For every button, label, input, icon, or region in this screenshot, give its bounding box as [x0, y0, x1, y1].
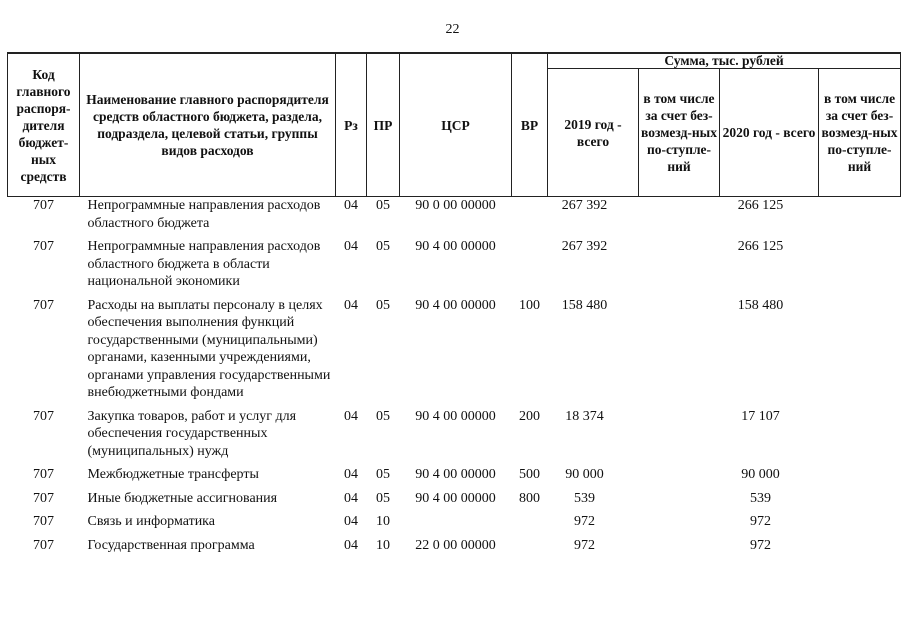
- row-csr: 90 4 00 00000: [415, 467, 496, 482]
- row-code: 707: [33, 467, 54, 482]
- row-2020-total: 972: [750, 537, 771, 553]
- row-code: 707: [33, 490, 54, 506]
- row-pr: 10: [376, 514, 390, 529]
- row-2019-total: 539: [574, 490, 595, 506]
- row-2019-free: [639, 466, 720, 490]
- row-rz: 04: [344, 537, 358, 553]
- row-code: 707: [33, 514, 54, 529]
- row-2019-total: 972: [574, 514, 595, 529]
- row-name: Государственная программа: [87, 537, 255, 553]
- row-name: Межбюджетные трансферты: [87, 467, 259, 482]
- row-code: 707: [33, 408, 54, 424]
- table-row: [8, 197, 901, 239]
- row-2019-free: [639, 490, 720, 514]
- budget-table: [7, 52, 901, 560]
- row-2019-free: [639, 197, 720, 239]
- row-name: Непрограммные направления расходов областного бюджета в области национальной экономики: [87, 239, 321, 289]
- row-2019-free: [639, 238, 720, 297]
- row-rz: 04: [344, 467, 358, 482]
- row-code: 707: [33, 239, 54, 254]
- row-rz: 04: [344, 490, 358, 506]
- row-rz: 04: [344, 297, 358, 313]
- row-csr: 90 4 00 00000: [415, 490, 496, 506]
- header-sum: Сумма, тыс. рублей: [548, 53, 901, 69]
- row-pr: 05: [376, 490, 390, 506]
- row-2020-total: 539: [750, 490, 771, 506]
- row-name: Расходы на выплаты персоналу в целях обеспечения выполнения функций государственными (муниципальными) органами, казенными учреждениями, органами управления государственными внебюджетными фондами: [87, 297, 331, 400]
- row-2019-free: [639, 297, 720, 408]
- row-2020-free: [819, 513, 901, 537]
- row-rz: 04: [344, 408, 358, 424]
- row-code: 707: [33, 297, 54, 313]
- row-csr: 90 0 00 00000: [415, 198, 496, 213]
- header-code: Код главного распоря-дителя бюджет-ных средств: [8, 53, 80, 197]
- header-2019-total: 2019 год - всего: [548, 69, 639, 197]
- row-code: 707: [33, 198, 54, 213]
- header-2020-free: в том числе за счет без-возмезд-ных по-ступле-ний: [819, 69, 901, 197]
- header-name: Наименование главного распорядителя средств областного бюджета, раздела, подраздела, целевой статьи, группы видов расходов: [80, 53, 336, 197]
- table-row: [8, 408, 901, 467]
- row-2019-total: 972: [574, 537, 595, 553]
- row-name: Непрограммные направления расходов областного бюджета: [87, 198, 321, 231]
- row-vr: 800: [519, 490, 540, 506]
- row-2020-free: [819, 238, 901, 297]
- row-csr: 90 4 00 00000: [415, 297, 496, 313]
- header-2019-free: в том числе за счет без-возмезд-ных по-ступле-ний: [639, 69, 720, 197]
- header-pr: ПР: [367, 53, 400, 197]
- row-vr: [512, 197, 548, 239]
- row-2020-free: [819, 537, 901, 561]
- row-2020-free: [819, 466, 901, 490]
- row-name: Иные бюджетные ассигнования: [87, 490, 278, 506]
- header-2020-total: 2020 год - всего: [720, 69, 819, 197]
- row-2020-total: 266 125: [737, 239, 784, 254]
- row-csr: 22 0 00 00000: [415, 537, 496, 553]
- row-2020-total: 90 000: [741, 467, 780, 482]
- row-2020-free: [819, 197, 901, 239]
- row-rz: 04: [344, 239, 358, 254]
- row-2019-total: 267 392: [561, 198, 608, 213]
- row-csr: 90 4 00 00000: [415, 408, 496, 424]
- row-2020-total: 158 480: [737, 297, 784, 313]
- row-vr: [512, 513, 548, 537]
- table-row: [8, 297, 901, 408]
- row-2020-free: [819, 297, 901, 408]
- row-2019-total: 267 392: [561, 239, 608, 254]
- table-row: [8, 238, 901, 297]
- header-vr: ВР: [512, 53, 548, 197]
- row-pr: 05: [376, 297, 390, 313]
- header-rz: Рз: [336, 53, 367, 197]
- row-pr: 10: [376, 537, 390, 553]
- row-rz: 04: [344, 198, 358, 213]
- row-vr: 500: [519, 467, 540, 482]
- row-2020-free: [819, 490, 901, 514]
- header-csr: ЦСР: [400, 53, 512, 197]
- row-vr: [512, 238, 548, 297]
- row-csr: 90 4 00 00000: [415, 239, 496, 254]
- row-pr: 05: [376, 408, 390, 424]
- row-2020-total: 972: [750, 514, 771, 529]
- row-pr: 05: [376, 239, 390, 254]
- row-name: Закупка товаров, работ и услуг для обеспечения государственных (муниципальных) нужд: [87, 408, 297, 459]
- row-vr: 200: [519, 408, 540, 424]
- page-number: 22: [445, 22, 460, 37]
- row-name: Связь и информатика: [87, 514, 215, 529]
- table-row: [8, 490, 901, 514]
- row-pr: 05: [376, 198, 390, 213]
- row-2019-free: [639, 408, 720, 467]
- row-csr: [400, 513, 512, 537]
- row-vr: 100: [519, 297, 540, 313]
- row-2020-free: [819, 408, 901, 467]
- table-row: [8, 466, 901, 490]
- row-pr: 05: [376, 467, 390, 482]
- row-2019-total: 18 374: [565, 408, 604, 424]
- row-2019-total: 158 480: [561, 297, 608, 313]
- table-row: [8, 537, 901, 561]
- row-2019-free: [639, 513, 720, 537]
- row-2019-total: 90 000: [565, 467, 604, 482]
- row-2019-free: [639, 537, 720, 561]
- row-2020-total: 17 107: [741, 408, 780, 424]
- row-rz: 04: [344, 514, 358, 529]
- row-code: 707: [33, 537, 54, 553]
- table-header: [8, 53, 901, 197]
- row-vr: [512, 537, 548, 561]
- table-row: [8, 513, 901, 537]
- row-2020-total: 266 125: [737, 198, 784, 213]
